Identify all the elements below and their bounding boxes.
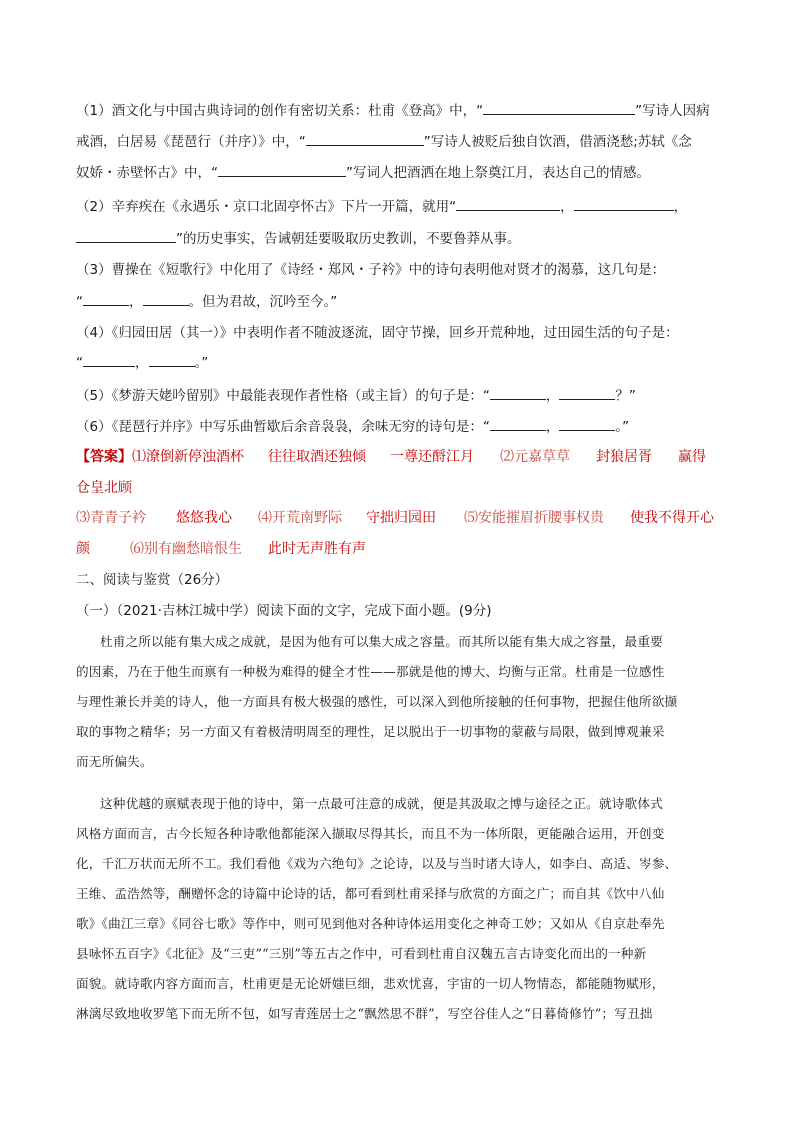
- question-3-text: “: [76, 294, 83, 310]
- question-2-text: （2）辛弃疾在《永遇乐・京口北固亭怀古》下片一开篇，就用“: [76, 199, 457, 215]
- answer-blank[interactable]: [76, 228, 176, 243]
- answer-label: 【答案】: [76, 449, 132, 465]
- answer-blank[interactable]: [218, 162, 346, 177]
- answer-blank[interactable]: [483, 100, 635, 115]
- passage-line: 杜甫之所以能有集大成之成就，是因为他有可以集大成之容量。而其所以能有集大成之容量，最重要: [100, 634, 663, 649]
- passage-line: 淋漓尽致地收罗笔下而无所不包，如写青莲居士之“飘然思不群”，写空谷佳人之“日暮倚修竹”；写丑拙: [76, 1006, 653, 1021]
- answer-blank[interactable]: [143, 291, 189, 306]
- answer-line-4: [76, 539, 366, 559]
- question-6-text: ，: [545, 419, 560, 435]
- question-3-line-2: [76, 291, 337, 312]
- passage-line: 与理性兼长并美的诗人，他一方面具有极大极强的感性，可以深入到他所接触的任何事物，把握住他所欲撷: [76, 694, 678, 709]
- question-6-text: （6）《琵琶行并序》中写乐曲暂歇后余音袅袅，余味无穷的诗句是：“: [76, 419, 490, 435]
- question-4-text: 。”: [194, 355, 209, 371]
- answer-text: 守拙归园田: [366, 510, 436, 526]
- answer-text: 元嘉草草: [514, 449, 570, 465]
- question-1-text: ”写诗人因病: [635, 103, 710, 119]
- answer-text: 颜: [76, 541, 90, 557]
- passage-line: 而无所偏失。: [76, 754, 153, 769]
- section-subheading: （一）（2021·吉林江城中学）阅读下面的文字，完成下面小题。(9分): [76, 603, 492, 619]
- passage-line: 歌》《曲江三章》《同谷七歌》等作中，则可见到他对各种诗体运用变化之神奇工妙；又如从《自京赴奉先: [76, 916, 665, 931]
- answer-text: 别有幽愁暗恨生: [144, 541, 242, 557]
- question-1-line-2: [76, 131, 692, 152]
- answer-text: 一尊还酹江月: [390, 449, 474, 465]
- answer-blank[interactable]: [574, 196, 674, 211]
- answer-text: 悠悠我心: [176, 510, 232, 526]
- answer-blank[interactable]: [490, 385, 546, 400]
- answer-text: 开荒南野际: [272, 510, 342, 526]
- answer-number: ⑷: [258, 510, 272, 526]
- answer-line-1: [76, 447, 706, 467]
- question-1-text: 戒酒，白居易《琵琶行（并序）》中，“: [76, 134, 306, 150]
- question-5-text: ？”: [615, 388, 636, 404]
- question-5-text: ，: [545, 388, 560, 404]
- question-3-text: 。但为君故，沉吟至今。”: [188, 294, 338, 310]
- answer-blank[interactable]: [559, 385, 615, 400]
- answer-blank[interactable]: [559, 416, 615, 431]
- question-4-line-2: [76, 352, 208, 373]
- question-3-text: ，: [129, 294, 143, 310]
- answer-number: ⑶: [76, 510, 90, 526]
- answer-blank[interactable]: [306, 131, 424, 146]
- answer-text: 赢得: [678, 449, 706, 465]
- section-heading: 二、阅读与鉴赏（26分）: [76, 572, 229, 588]
- question-4-text: “: [76, 355, 83, 371]
- answer-text: 封狼居胥: [596, 449, 652, 465]
- question-4-line-1: （4）《归园田居（其一）》中表明作者不随波逐流，固守节操，回乡开荒种地，过田园生活的句子是：: [76, 325, 679, 341]
- question-5-text: （5）《梦游天姥吟留别》中最能表现作者性格（或主旨）的句子是：“: [76, 388, 490, 404]
- answer-text: 潦倒新停浊酒杯: [146, 449, 244, 465]
- answer-blank[interactable]: [83, 352, 135, 367]
- answer-number: ⑹: [130, 541, 144, 557]
- question-1-text: 奴娇・赤壁怀古》中，“: [76, 165, 218, 181]
- question-1-text: ”写词人把酒洒在地上祭奠江月，表达自己的情感。: [346, 165, 650, 181]
- question-2-text: ，: [560, 199, 574, 215]
- passage-line: 取的事物之精华；另一方面又有着极清明周至的理性，足以脱出于一切事物的蒙蔽与局限，做到博观兼采: [76, 724, 665, 739]
- answer-number: ⑸: [464, 510, 478, 526]
- question-2-line-1: [76, 196, 687, 217]
- question-1-text: ”写诗人被贬后独自饮酒，借酒浇愁;苏轼《念: [423, 134, 692, 150]
- answer-text: 此时无声胜有声: [268, 541, 366, 557]
- question-5-line: [76, 385, 636, 406]
- passage-line: 的因素，乃在于他生而禀有一种极为难得的健全才性——那就是他的博大、均衡与正常。杜甫是一位感性: [76, 664, 665, 679]
- passage-line: 化，千汇万状而无所不工。我们看他《戏为六绝句》之论诗，以及与当时诸大诗人，如李白、高适、岑参、: [76, 856, 678, 871]
- answer-blank[interactable]: [83, 291, 129, 306]
- answer-text: 安能摧眉折腰事权贵: [478, 510, 604, 526]
- passage-line: 面貌。就诗歌内容方面而言，杜甫更是无论妍媸巨细，悲欢忧喜，宇宙的一切人物情态，都能随物赋形，: [76, 976, 665, 991]
- answer-number: ⑴: [132, 449, 146, 465]
- answer-text: 青青子衿: [90, 510, 146, 526]
- question-6-text: 。”: [615, 419, 630, 435]
- answer-line-3: [76, 508, 714, 528]
- question-1-text: （1）酒文化与中国古典诗词的创作有密切关系：杜甫《登高》中，“: [76, 103, 484, 119]
- question-1-line-3: [76, 162, 650, 183]
- answer-number: ⑵: [500, 449, 514, 465]
- passage-line: 这种优越的禀赋表现于他的诗中，第一点最可注意的成就，便是其汲取之博与途径之正。就诗歌体式: [100, 796, 663, 811]
- answer-line-2: [76, 478, 132, 498]
- answer-text: 往往取酒还独倾: [268, 449, 366, 465]
- question-2-text: ”的历史事实，告诫朝廷要吸取历史教训，不要鲁莽从事。: [176, 231, 521, 247]
- question-6-line: [76, 416, 629, 437]
- answer-blank[interactable]: [490, 416, 546, 431]
- answer-blank[interactable]: [149, 352, 195, 367]
- answer-text: 使我不得开心: [630, 510, 714, 526]
- question-2-text: ，: [673, 199, 688, 215]
- passage-line: 县咏怀五百字》《北征》及“三吏”“三别”等五古之作中，可看到杜甫自汉魏五言古诗变化而出的一种新: [76, 946, 647, 961]
- answer-blank[interactable]: [456, 196, 560, 211]
- passage-line: 王维、孟浩然等，酬赠怀念的诗篇中论诗的话，都可看到杜甫采择与欣赏的方面之广；而自其《饮中八仙: [76, 886, 665, 901]
- question-2-line-2: [76, 228, 521, 249]
- question-1-line-1: [76, 100, 710, 121]
- question-4-text: ，: [135, 355, 149, 371]
- answer-text: 仓皇北顾: [76, 480, 132, 496]
- question-3-line-1: （3）曹操在《短歌行》中化用了《诗经・郑风・子衿》中的诗句表明他对贤才的渴慕，这几句是：: [76, 262, 666, 278]
- passage-line: 风格方面而言，古今长短各种诗歌他都能深入撷取尽得其长，而且不为一体所限，更能融合运用，开创变: [76, 826, 665, 841]
